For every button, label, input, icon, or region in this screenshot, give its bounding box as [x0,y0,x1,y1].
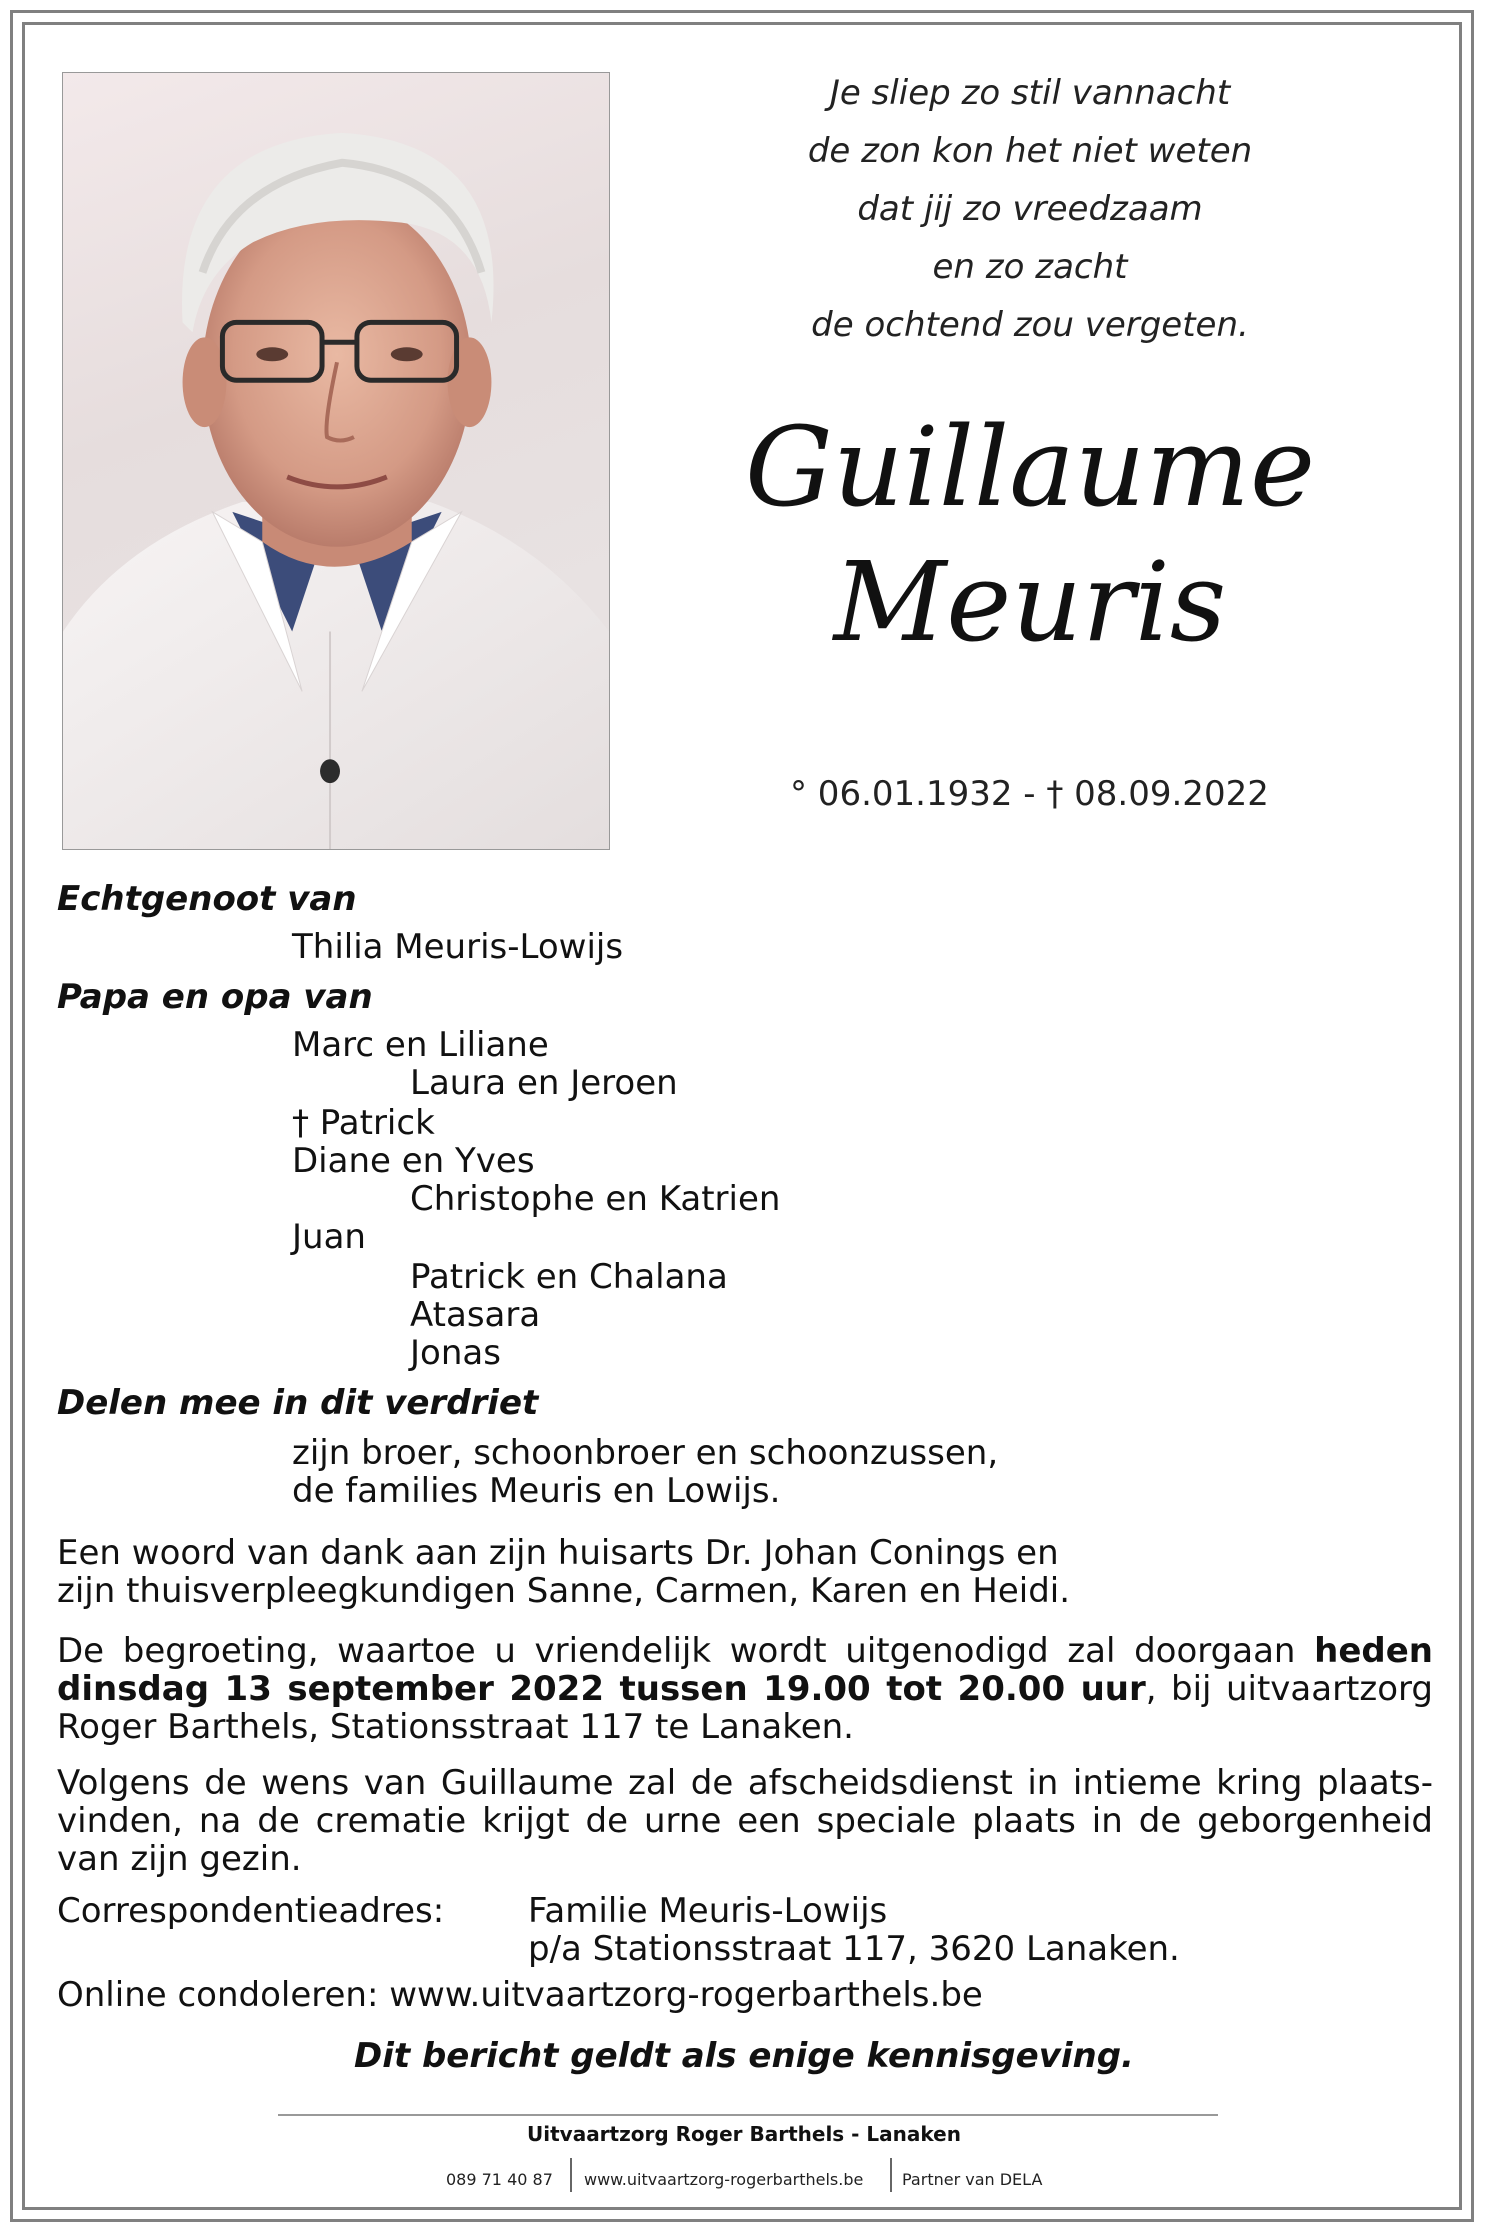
poem-line: de ochtend zou vergeten. [811,305,1249,345]
greeting-paragraph [57,1632,1433,1746]
family-member: Jonas [410,1333,501,1373]
online-condolences: Online condoleren: www.uitvaartzorg-rogerbarthels.be [57,1975,983,2015]
footer-separator [890,2158,892,2192]
poem [730,64,1330,354]
family-member: Christophe en Katrien [410,1179,781,1219]
life-dates: ° 06.01.1932 - † 08.09.2022 [790,774,1269,814]
poem-line: dat jij zo vreedzaam [857,189,1203,229]
spouse-header: Echtgenoot van [57,879,357,919]
share-line: de families Meuris en Lowijs. [292,1471,781,1511]
family-member: Marc en Liliane [292,1025,549,1065]
family-member: Diane en Yves [292,1141,535,1181]
footer-phone: 089 71 40 87 [446,2170,553,2189]
children-header: Papa en opa van [57,977,373,1017]
wish-paragraph: Volgens de wens van Guillaume zal de afscheidsdienst in intieme kring plaats-vinden, na de crematie krijgt de urne een speciale plaats in de geborgenheid van zijn gezin. [57,1763,1433,1879]
poem-line: de zon kon het niet weten [807,131,1253,171]
poem-line: en zo zacht [932,247,1128,287]
family-member: Laura en Jeroen [410,1063,678,1103]
thanks-line: zijn thuisverpleegkundigen Sanne, Carmen, Karen en Heidi. [57,1571,1071,1611]
family-member: † Patrick [292,1103,435,1143]
correspondence-line: Familie Meuris-Lowijs [528,1891,888,1931]
share-line: zijn broer, schoonbroer en schoonzussen, [292,1433,999,1473]
greeting-location: , bij uitvaartzorg Roger Barthels, Stationsstraat 117 te Lanaken. [57,1669,1434,1747]
family-member: Patrick en Chalana [410,1257,728,1297]
first-name: Guillaume [744,403,1316,531]
correspondence-label: Correspondentieadres: [57,1891,445,1931]
greeting-date: heden dinsdag 13 september 2022 tussen 19.00 tot 20.00 uur [57,1631,1433,1709]
share-header: Delen mee in dit verdriet [57,1383,539,1423]
thanks-line: Een woord van dank aan zijn huisarts Dr. Johan Conings en [57,1533,1059,1573]
portrait-photo [62,72,610,850]
spouse-name: Thilia Meuris-Lowijs [292,927,624,967]
greeting-text: De begroeting, waartoe u vriendelijk wordt uitgenodigd zal doorgaan [57,1631,1315,1671]
family-member: Juan [292,1217,366,1257]
deceased-name [690,400,1370,670]
footer-partner: Partner van DELA [902,2170,1043,2189]
family-member: Atasara [410,1295,541,1335]
correspondence-line: p/a Stationsstraat 117, 3620 Lanaken. [528,1929,1180,1969]
poem-line: Je sliep zo stil vannacht [829,73,1231,113]
footer-separator [570,2158,572,2192]
footer-website[interactable]: www.uitvaartzorg-rogerbarthels.be [584,2170,864,2189]
footer-divider [278,2114,1218,2116]
footer-company: Uitvaartzorg Roger Barthels - Lanaken [527,2122,961,2146]
closing-notice: Dit bericht geldt als enige kennisgeving. [354,2036,1134,2076]
last-name: Meuris [833,538,1227,666]
